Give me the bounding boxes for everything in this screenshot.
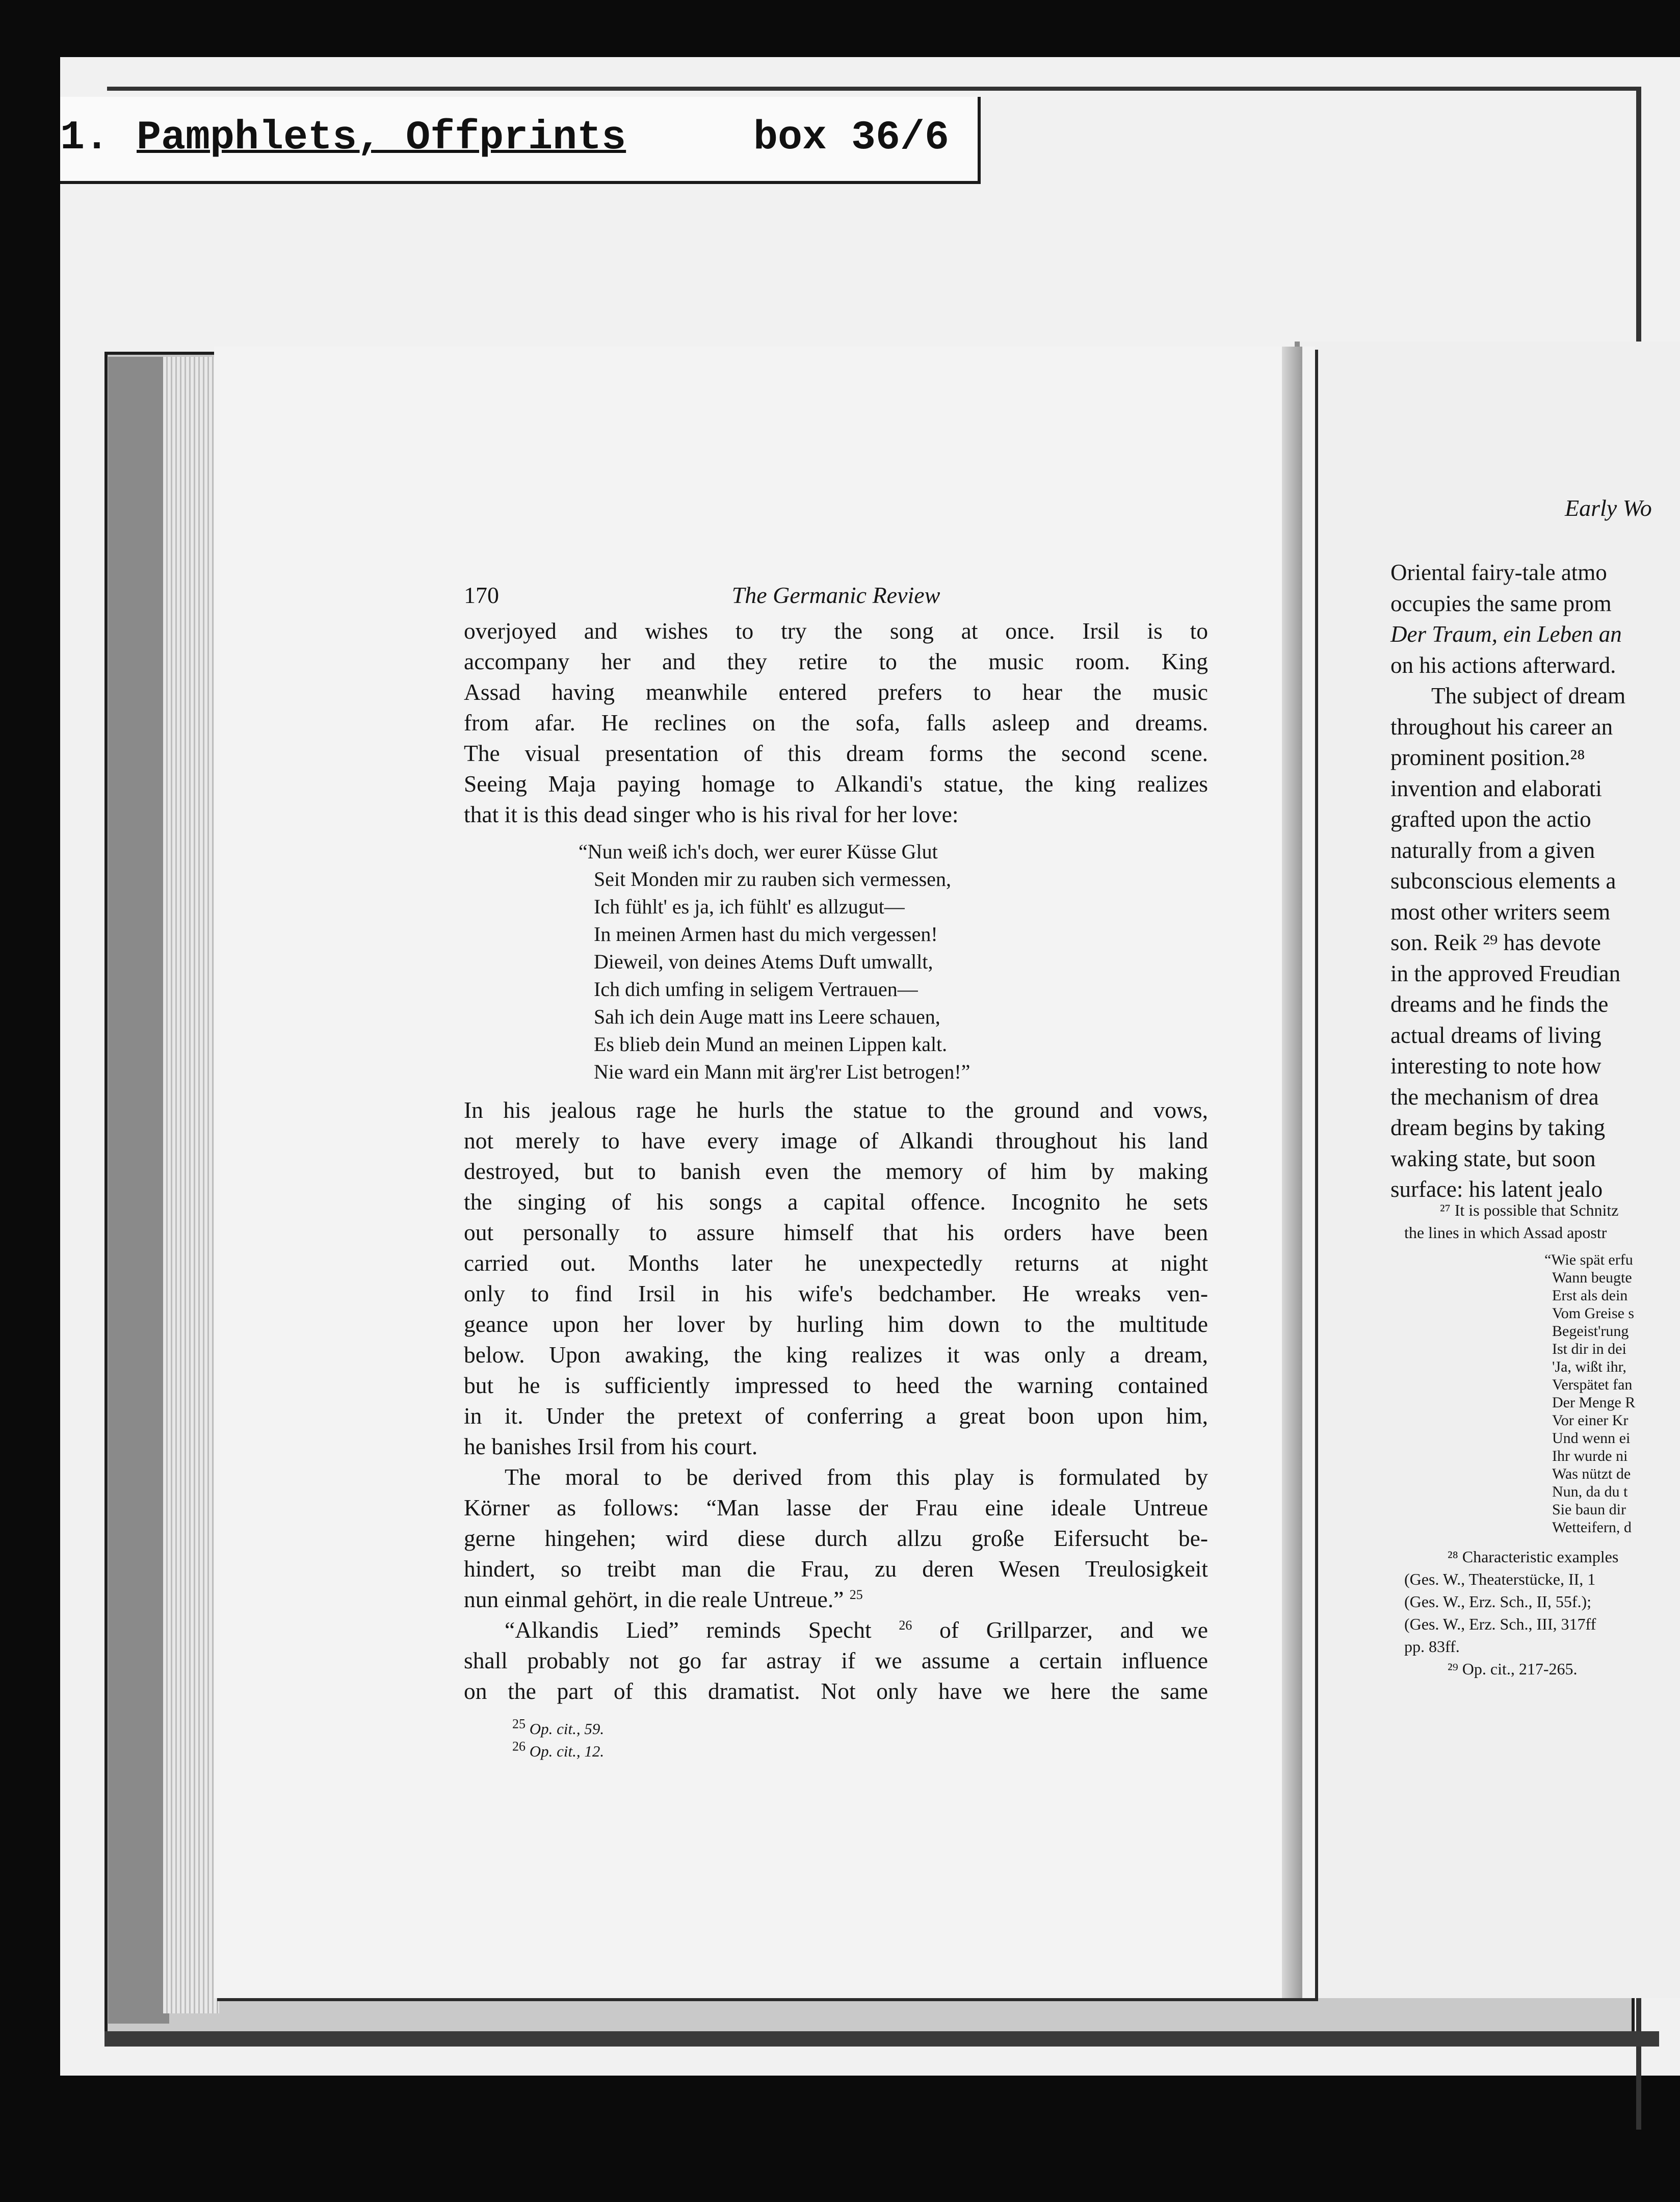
text-line: The moral to be derived from this play is formulated by	[505, 1464, 1208, 1490]
page-number: 170	[464, 582, 499, 608]
verse-line: Seit Monden mir zu rauben sich vermessen,	[594, 868, 951, 890]
label-box: box 36/6	[753, 115, 950, 161]
text-line: but he is sufficiently impressed to heed the warning contained	[464, 1372, 1208, 1398]
text-line: gerne hingehen; wird diese durch allzu große Eifersucht be-	[464, 1525, 1208, 1551]
quote-line: Verspätet fan	[1552, 1376, 1633, 1393]
text-line: the singing of his songs a capital offence. Incognito he sets	[464, 1189, 1208, 1215]
footnote-line: ²⁸ Characteristic examples	[1448, 1548, 1619, 1566]
right-page-notes	[1404, 1199, 1635, 1680]
footnote-number: 25	[512, 1716, 526, 1732]
text-line-body: nun einmal gehört, in die reale Untreue.”	[464, 1586, 844, 1612]
text-line: interesting to note how	[1390, 1053, 1602, 1079]
footnote-line: ²⁷ It is possible that Schnitz	[1440, 1201, 1619, 1219]
text-line: he banishes Irsil from his court.	[464, 1433, 758, 1459]
quote-line: Ihr wurde ni	[1552, 1448, 1628, 1464]
text-line: throughout his career an	[1390, 714, 1613, 740]
text-line: Körner as follows: “Man lasse der Frau eine ideale Untreue	[464, 1495, 1208, 1521]
quote-line: Der Menge R	[1552, 1394, 1636, 1411]
quote-line: Begeist'rung	[1552, 1323, 1629, 1340]
footnote-line: pp. 83ff.	[1404, 1637, 1460, 1656]
verse-line: Es blieb dein Mund an meinen Lippen kalt.	[594, 1033, 948, 1056]
text-line: on his actions afterward.	[1390, 652, 1616, 678]
book-gutter	[1282, 347, 1302, 1998]
archive-label	[60, 97, 981, 184]
page-stack	[163, 357, 219, 2013]
text-line: dreams and he finds the	[1390, 991, 1609, 1017]
footnote-line: (Ges. W., Theaterstücke, II, 1	[1404, 1570, 1596, 1588]
text-line: only to find Irsil in his wife's bedchamber. He wreaks ven-	[464, 1280, 1208, 1306]
text-line	[464, 1584, 1208, 1615]
verse-line: Ich fühlt' es ja, ich fühlt' es allzugut—	[594, 895, 905, 918]
text-line: carried out. Months later he unexpectedly returns at night	[464, 1250, 1208, 1276]
text-line: overjoyed and wishes to try the song at once. Irsil is to	[464, 618, 1208, 644]
text-line: shall probably not go far astray if we assume a certain influence	[464, 1647, 1208, 1673]
text-line: In his jealous rage he hurls the statue to the ground and vows,	[464, 1097, 1208, 1123]
quote-block	[1404, 1251, 1635, 1536]
quote-line: Wetteifern, d	[1552, 1519, 1632, 1536]
text-line	[464, 1615, 1208, 1645]
text-line: destroyed, but to banish even the memory of him by making	[464, 1158, 1208, 1184]
footnote-number: 26	[512, 1739, 526, 1754]
text-line-body: “Alkandis Lied” reminds Specht	[505, 1617, 872, 1643]
text-line: accompany her and they retire to the music room. King	[464, 648, 1208, 674]
running-head	[464, 580, 1208, 616]
footnote-line: ²⁹ Op. cit., 217-265.	[1448, 1660, 1578, 1678]
text-line: grafted upon the actio	[1390, 806, 1591, 832]
quote-line: Vom Greise s	[1552, 1305, 1635, 1322]
verse-line: Ich dich umfing in seligem Vertrauen—	[594, 978, 918, 1001]
footnote-line: the lines in which Assad apostr	[1404, 1223, 1607, 1242]
text-line-body: of Grillparzer, and we	[912, 1617, 1208, 1643]
text-line: surface: his latent jealo	[1390, 1176, 1603, 1202]
paragraph-4	[464, 1615, 1208, 1707]
right-running-title: Early Wo	[1565, 495, 1652, 521]
text-line: Assad having meanwhile entered prefers to hear the music	[464, 679, 1208, 705]
text-line: waking state, but soon	[1390, 1145, 1596, 1171]
footnote	[464, 1718, 1208, 1740]
footnote-text: Op. cit., 12.	[529, 1742, 605, 1760]
quote-line: Und wenn ei	[1552, 1430, 1631, 1447]
text-line: hindert, so treibt man die Frau, zu deren Wesen Treulosigkeit	[464, 1556, 1208, 1582]
book-shadow	[104, 2031, 1659, 2047]
quote-line: “Wie spät erfu	[1544, 1251, 1633, 1268]
paragraph-1	[464, 616, 1208, 830]
text-line: from afar. He reclines on the sofa, falls asleep and dreams.	[464, 710, 1208, 736]
footnote-ref: 25	[849, 1587, 863, 1602]
text-line: in the approved Freudian	[1390, 960, 1621, 986]
text-line: on the part of this dramatist. Not only have we here the same	[464, 1678, 1208, 1704]
text-line: son. Reik ²⁹ has devote	[1390, 930, 1601, 955]
verse-line: Dieweil, von deines Atems Duft umwallt,	[594, 950, 933, 973]
paragraph-3	[464, 1462, 1208, 1615]
quote-line: Nun, da du t	[1552, 1483, 1628, 1500]
quote-line: 'Ja, wißt ihr,	[1552, 1358, 1626, 1375]
text-line: dream begins by taking	[1390, 1115, 1606, 1140]
text-line: Seeing Maja paying homage to Alkandi's statue, the king realizes	[464, 771, 1208, 797]
text-line: most other writers seem	[1390, 899, 1611, 925]
quote-line: Sie baun dir	[1552, 1501, 1626, 1518]
text-line: prominent position.²⁸	[1390, 745, 1585, 770]
text-line: geance upon her lover by hurling him down to the multitude	[464, 1311, 1208, 1337]
quote-line: Vor einer Kr	[1552, 1412, 1629, 1429]
verse-line: Nie ward ein Mann mit ärg'rer List betrogen!”	[594, 1060, 970, 1083]
text-line: The subject of dream	[1431, 683, 1626, 709]
text-line: out personally to assure himself that his orders have been	[464, 1219, 1208, 1245]
verse-line: Sah ich dein Auge matt ins Leere schauen,	[594, 1005, 940, 1028]
quote-line: Erst als dein	[1552, 1287, 1628, 1304]
verse-quote	[464, 838, 1208, 1086]
quote-line: Ist dir in dei	[1552, 1341, 1626, 1357]
text-line: below. Upon awaking, the king realizes it was only a dream,	[464, 1342, 1208, 1368]
running-title: The Germanic Review	[731, 582, 940, 608]
quote-line: Was nützt de	[1552, 1465, 1631, 1482]
text-line: naturally from a given	[1390, 837, 1595, 863]
text-line: actual dreams of living	[1390, 1022, 1602, 1048]
quote-line: Wann beugte	[1552, 1269, 1632, 1286]
text-line: The visual presentation of this dream forms the second scene.	[464, 740, 1208, 766]
footnotes	[464, 1718, 1208, 1763]
footnote-ref: 26	[899, 1617, 912, 1633]
footnote-text: Op. cit., 59.	[529, 1720, 605, 1738]
footnote-line: (Ges. W., Erz. Sch., III, 317ff	[1404, 1615, 1596, 1633]
paragraph-2	[464, 1095, 1208, 1462]
text-line: invention and elaborati	[1390, 775, 1602, 801]
text-line: subconscious elements a	[1390, 868, 1616, 894]
right-page-text	[1390, 557, 1625, 1205]
label-number: 1.	[60, 115, 110, 161]
text-line: Oriental fairy-tale atmo	[1390, 560, 1607, 585]
footnote	[464, 1740, 1208, 1763]
book-cover-edge	[108, 357, 169, 2024]
left-page-text	[464, 580, 1208, 1763]
verse-line: “Nun weiß ich's doch, wer eurer Küsse Glut	[579, 840, 938, 863]
text-line: that it is this dead singer who is his rival for her love:	[464, 801, 959, 827]
text-line: the mechanism of drea	[1390, 1084, 1599, 1110]
text-line: not merely to have every image of Alkandi throughout his land	[464, 1128, 1208, 1154]
label-title: Pamphlets, Offprints	[137, 115, 626, 161]
text-line: Der Traum, ein Leben an	[1390, 621, 1622, 647]
text-line: occupies the same prom	[1390, 590, 1612, 616]
verse-line: In meinen Armen hast du mich vergessen!	[594, 923, 938, 946]
text-line: in it. Under the pretext of conferring a great boon upon him,	[464, 1403, 1208, 1429]
footnote-line: (Ges. W., Erz. Sch., II, 55f.);	[1404, 1592, 1592, 1611]
